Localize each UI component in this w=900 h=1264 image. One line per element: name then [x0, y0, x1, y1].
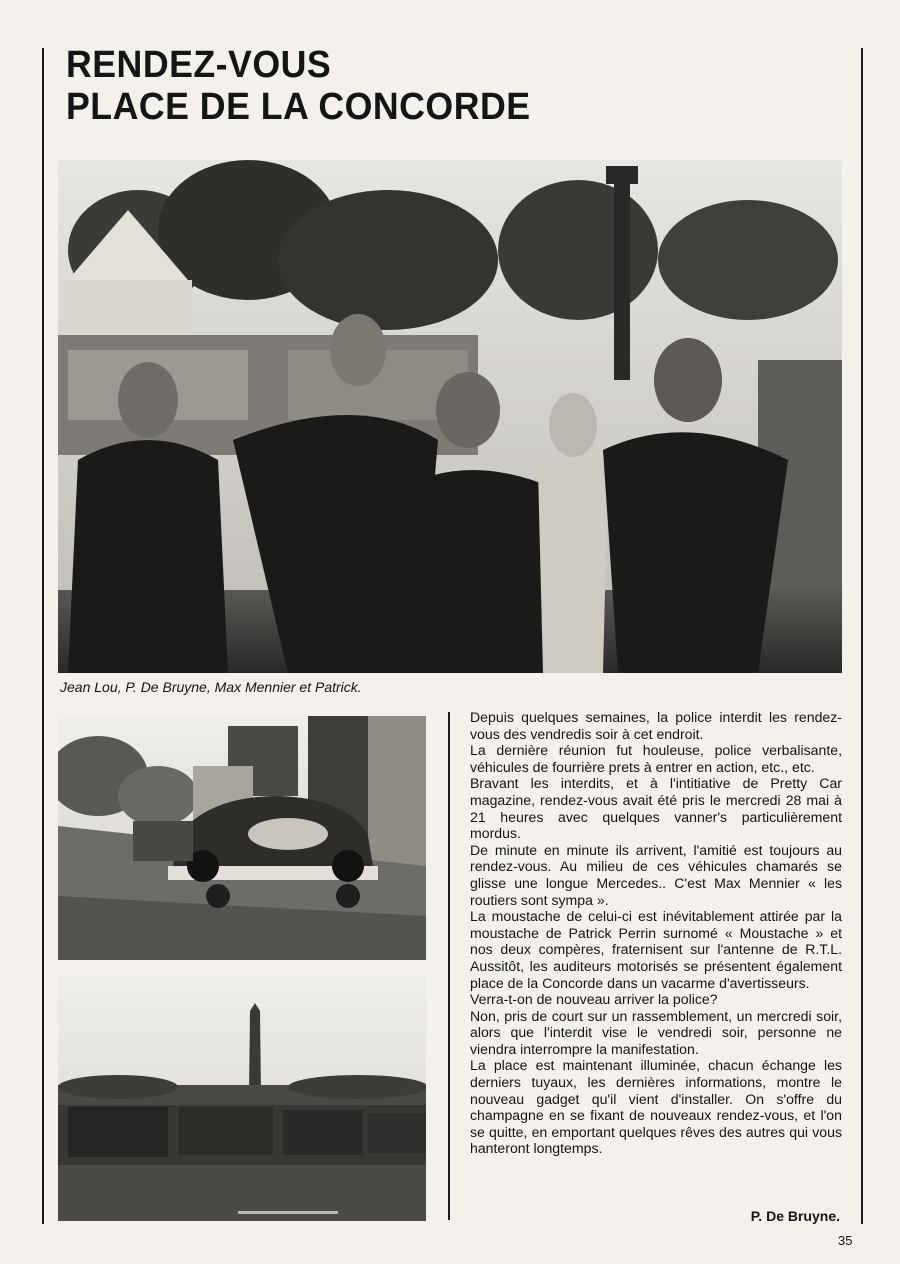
column-divider-rule — [448, 712, 450, 1220]
title-line-1: RENDEZ-VOUS — [66, 44, 332, 86]
article-paragraph: Depuis quelques semaines, la police interdit les rendez-vous des vendredis soir à cet endroit. — [470, 709, 842, 742]
title-line-2: PLACE DE LA CONCORDE — [66, 86, 531, 128]
main-group-photo — [58, 160, 842, 673]
obelisk-parking-photo — [58, 975, 426, 1221]
left-border-rule — [42, 48, 44, 1224]
article-paragraph: La moustache de celui-ci est inévitablement attirée par la moustache de Patrick Perrin surnomé « Moustache » et nos deux compères, fraternisent sur l'antenne de R.T.L. Aussitôt, les auditeurs motorisés se présentent également place de la Concorde dans un vacarme d'avertisseurs. — [470, 908, 842, 991]
article-paragraph: La place est maintenant illuminée, chacun échange les derniers tuyaux, les dernières informations, montre le nouveau gadget qu'il vient d'installer. On s'offre du champagne en se fixant de nouveaux rendez-vous, et l'on se quitte, en emportant quelques rêves des autres qui vous hanteront longtemps. — [470, 1057, 842, 1157]
car-trailer-photo — [58, 716, 426, 960]
article-paragraph: La dernière réunion fut houleuse, police verbalisante, véhicules de fourrière prets à entrer en action, etc., etc. — [470, 742, 842, 775]
photo-caption: Jean Lou, P. De Bruyne, Max Mennier et Patrick. — [60, 679, 362, 695]
right-border-rule — [861, 48, 863, 1224]
article-paragraph: Non, pris de court sur un rassemblement, un mercredi soir, alors que l'interdit vise le vendredi soir, personne ne viendra interrompre la manifestation. — [470, 1007, 842, 1057]
article-paragraph: Verra-t-on de nouveau arriver la police? — [470, 991, 718, 1008]
article-paragraph: De minute en minute ils arrivent, l'amitié est toujours au rendez-vous. Au milieu de ces véhicules chamarés se glisse une longue Mercedes.. C'est Max Mennier « les routiers sont sympa ». — [470, 841, 842, 908]
author-byline: P. De Bruyne. — [750, 1208, 840, 1224]
article-body — [470, 709, 842, 1157]
page-number: 35 — [838, 1233, 853, 1248]
article-paragraph: Bravant les interdits, et à l'intitiative de Pretty Car magazine, rendez-vous avait été pris le mercredi 28 mai à 21 heures avec quelques vanner's particulièrement mordus. — [470, 775, 842, 842]
article-title — [66, 44, 531, 128]
